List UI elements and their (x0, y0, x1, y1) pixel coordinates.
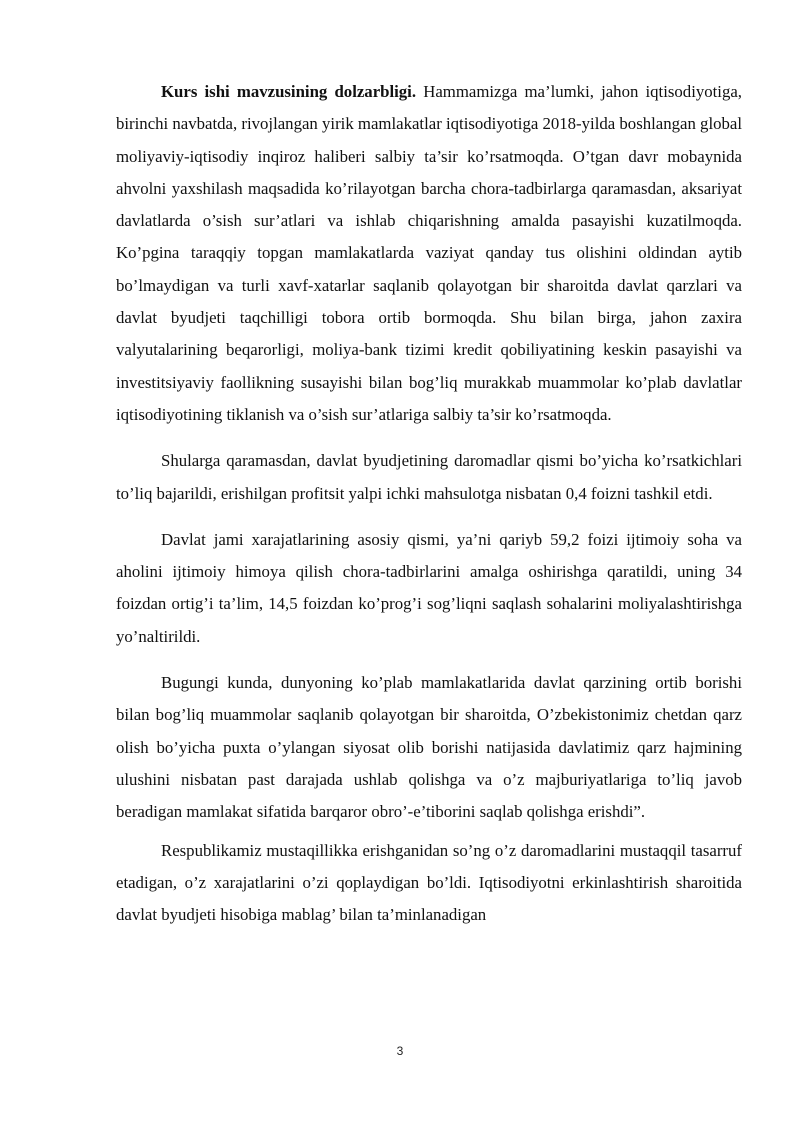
page-number: 3 (396, 1044, 404, 1058)
paragraph-budget-revenue: Shularga qaramasdan, davlat byudjetining daromadlar qismi bo’yicha ko’rsatkichlari to’liq bajarildi, erishilgan profitsit yalpi ichki mahsulotga nisbatan 0,4 foizni tashkil etdi. (116, 451, 742, 503)
paragraph-relevance (116, 76, 742, 431)
document-page (116, 76, 742, 931)
paragraph-text: Hammamizga ma’lumki, jahon iqtisodiyotiga, birinchi navbatda, rivojlangan yirik mamlakatlar iqtisodiyotiga 2018-yilda boshlangan global moliyaviy-iqtisodiy inqiroz haliberi salbiy ta’sir ko’rsatmoqda. O’tgan davr mobaynida ahvolni yaxshilash maqsadida ko’rilayotgan barcha chora-tadbirlarga qaramasdan, aksariyat davlatlarda o’sish sur’atlari va ishlab chiqarishning amalda pasayishi kuzatilmoqda. Ko’pgina taraqqiy topgan mamlakatlarda vaziyat qanday tus olishini oldindan aytib bo’lmaydigan va turli xavf-xatarlar saqlanib qolayotgan bir sharoitda davlat qarzlari va davlat byudjeti taqchilligi tobora ortib bormoqda. Shu bilan birga, jahon zaxira valyutalarining beqarorligi, moliya-bank tizimi kredit qobiliyatining keskin pasayishi va investitsiyaviy faollikning susayishi bilan bog’liq murakkab muammolar ko’plab davlatlar iqtisodiyotining tiklanish va o’sish sur’atlariga salbiy ta’sir ko’rsatmoqda. (116, 82, 743, 424)
paragraph-independence: Respublikamiz mustaqillikka erishganidan so’ng o’z daromadlarini mustaqqil tasarruf etadigan, o’z xarajatlarini o’zi qoplaydigan bo’ldi. Iqtisodiyotni erkinlashtirish sharoitida davlat byudjeti hisobiga mablag’ bilan ta’minlanadigan (116, 840, 742, 925)
section-heading-relevance: Kurs ishi mavzusining dolzarbligi. (161, 82, 417, 101)
paragraph-expenditure: Davlat jami xarajatlarining asosiy qismi, ya’ni qariyb 59,2 foizi ijtimoiy soha va aholini ijtimoiy himoya qilish chora-tadbirlarini amalga oshirishga qaratildi, uning 34 foizdan ortig’i ta’lim, 14,5 foizdan ko’prog’i sog’liqni saqlash sohalarini moliyalashtirishga yo’naltirildi. (116, 529, 742, 646)
paragraph-public-debt: Bugungi kunda, dunyoning ko’plab mamlakatlarida davlat qarzining ortib borishi bilan bog’liq muammolar saqlanib qolayotgan bir sharoitda, O’zbekistonimiz chetdan qarz olish bo’yicha puxta o’ylangan siyosat olib borishi natijasida davlatimiz qarz hajmining ulushini nisbatan past darajada ushlab qolishga va o’z majburiyatlariga to’liq javob beradigan mamlakat sifatida barqaror obro’-e’tiborini saqlab qolishga erishdi”. (116, 673, 742, 822)
